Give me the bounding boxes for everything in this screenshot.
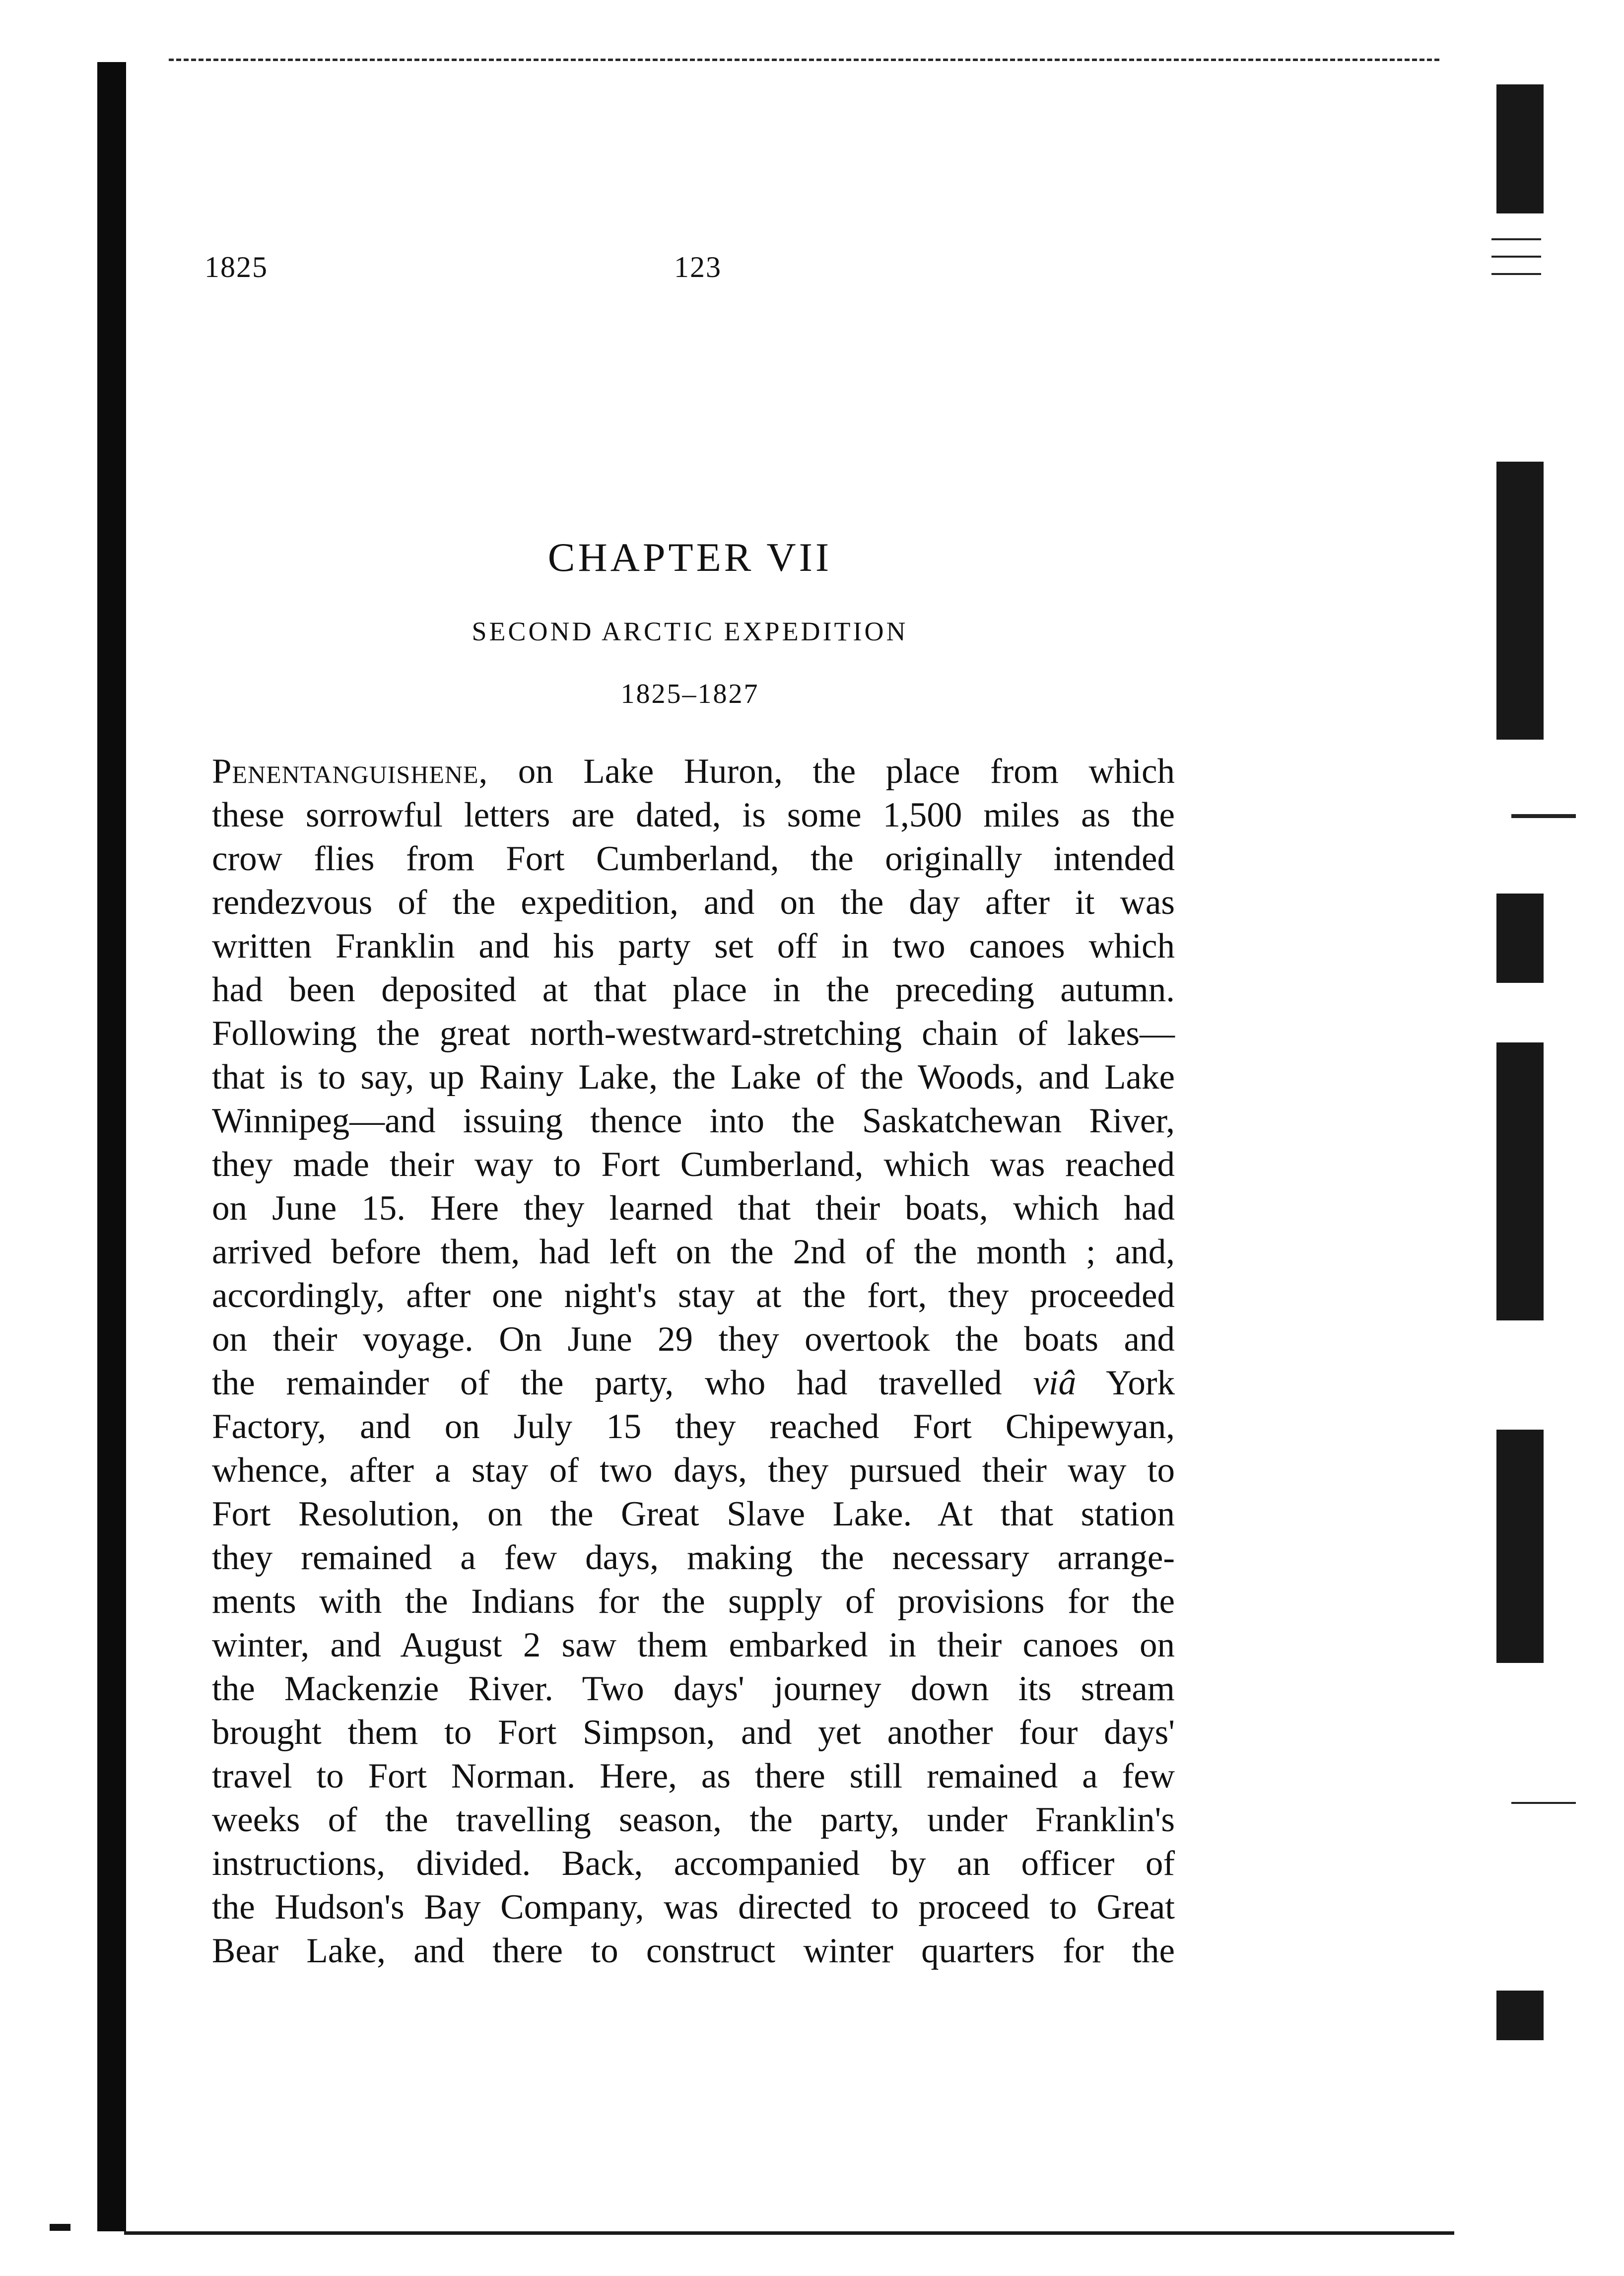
text-line: arrived before them, had left on the 2nd of the month ; and,: [212, 1233, 1175, 1271]
scan-bottom-edge: [124, 2231, 1454, 2235]
text-line: brought them to Fort Simpson, and yet another four days': [212, 1713, 1175, 1752]
text-line: Factory, and on July 15 they reached Fort Chipewyan,: [212, 1407, 1175, 1446]
text-line: ments with the Indians for the supply of provisions for the: [212, 1582, 1175, 1621]
scan-speck: [50, 2224, 70, 2231]
text-line: whence, after a stay of two days, they pursued their way to: [212, 1451, 1175, 1490]
text-line: that is to say, up Rainy Lake, the Lake of the Woods, and Lake: [212, 1058, 1175, 1097]
text-line: on their voyage. On June 29 they overtook the boats and: [212, 1320, 1175, 1359]
text-line: weeks of the travelling season, the party, under Franklin's: [212, 1800, 1175, 1839]
text-line: the Hudson's Bay Company, was directed to proceed to Great: [212, 1888, 1175, 1927]
text-line: Bear Lake, and there to construct winter quarters for the: [212, 1931, 1175, 1970]
text-line: winter, and August 2 saw them embarked in their canoes on: [212, 1626, 1175, 1664]
text-line: Winnipeg—and issuing thence into the Saskatchewan River,: [212, 1102, 1175, 1140]
scan-right-edge: [1482, 69, 1546, 2229]
text-line-content: the remainder of the party, who had travelled: [212, 1364, 1033, 1402]
text-line: travel to Fort Norman. Here, as there still remained a few: [212, 1757, 1175, 1795]
page-number: 123: [674, 251, 722, 283]
chapter-title: CHAPTER VII: [547, 535, 832, 580]
scan-top-edge: [169, 59, 1439, 61]
text-line-content: on Lake Huron, the place from which: [488, 752, 1175, 791]
text-line: these sorrowful letters are dated, is some 1,500 miles as the: [212, 796, 1175, 834]
scan-spine-shadow: [97, 62, 126, 2231]
running-head-year: 1825: [204, 251, 268, 283]
text-line: the Mackenzie River. Two days' journey down its stream: [212, 1669, 1175, 1708]
text-line-content: York: [1076, 1364, 1175, 1402]
text-line: rendezvous of the expedition, and on the day after it was: [212, 883, 1175, 922]
text-line: instructions, divided. Back, accompanied by an officer of: [212, 1844, 1175, 1883]
text-line: had been deposited at that place in the preceding autumn.: [212, 970, 1175, 1009]
text-line: [212, 1361, 1175, 1405]
text-line: written Franklin and his party set off in two canoes which: [212, 927, 1175, 966]
text-line: [212, 750, 1175, 793]
text-line: Following the great north-westward-stretching chain of lakes—: [212, 1014, 1175, 1053]
italic-word: viâ: [1033, 1364, 1077, 1402]
text-line: crow flies from Fort Cumberland, the originally intended: [212, 839, 1175, 878]
text-line: accordingly, after one night's stay at the fort, they proceeded: [212, 1276, 1175, 1315]
chapter-subtitle: SECOND ARCTIC EXPEDITION: [472, 617, 908, 646]
text-line: Fort Resolution, on the Great Slave Lake. At that station: [212, 1495, 1175, 1533]
lead-word: Penentanguishene,: [212, 752, 488, 791]
text-line: they made their way to Fort Cumberland, which was reached: [212, 1145, 1175, 1184]
chapter-dates: 1825–1827: [620, 679, 759, 709]
body-paragraph: [212, 750, 1175, 1973]
text-line: on June 15. Here they learned that their boats, which had: [212, 1189, 1175, 1228]
text-line: they remained a few days, making the necessary arrange-: [212, 1538, 1175, 1577]
